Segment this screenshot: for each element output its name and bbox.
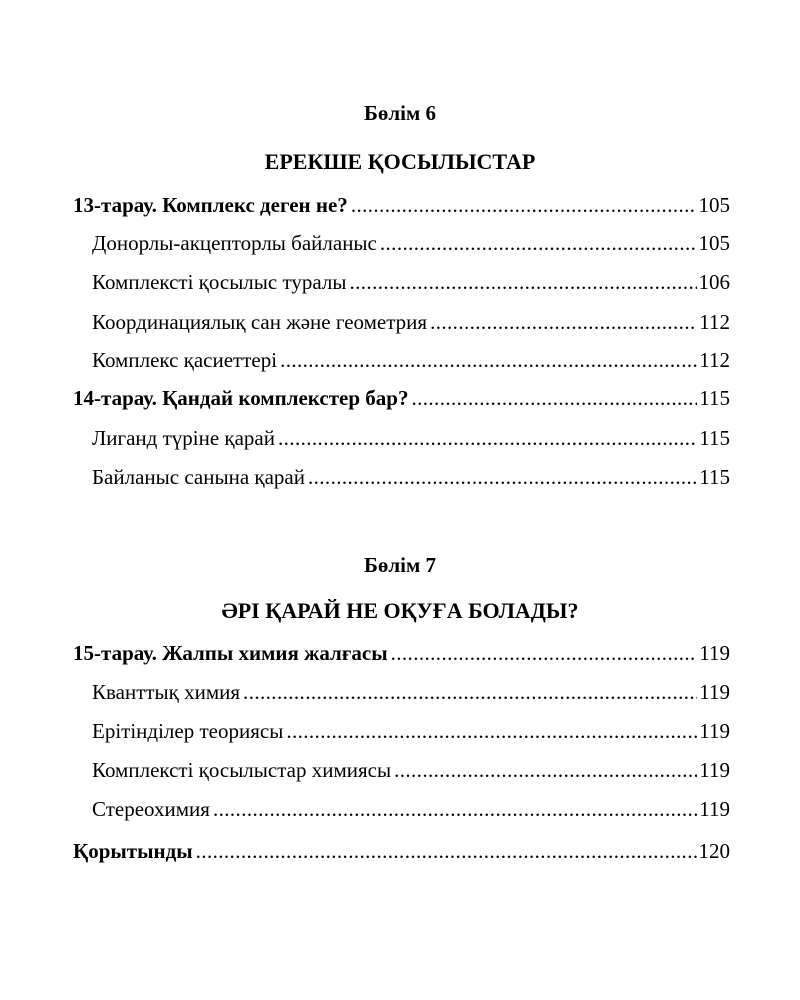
- toc-entry-title: Координациялық сан және геометрия: [92, 310, 428, 334]
- part-6-label: Бөлім 6: [363, 101, 437, 125]
- dot-leader: [213, 796, 697, 822]
- toc-entry-page: 119: [699, 719, 730, 743]
- toc-entry-chapter-14[interactable]: [73, 385, 730, 411]
- toc-entry-title: 15-тарау. Жалпы химия жалғасы: [73, 641, 388, 665]
- dot-leader: [391, 640, 698, 666]
- toc-entry-title: Комплекс қасиеттері: [92, 348, 278, 372]
- dot-leader: [380, 230, 697, 256]
- dot-leader: [280, 347, 697, 373]
- dot-leader: [243, 679, 697, 705]
- toc-entry-section[interactable]: [92, 796, 730, 822]
- toc-entry-chapter-13[interactable]: [73, 192, 730, 218]
- toc-entry-title: Комплексті қосылыстар химиясы: [92, 758, 392, 782]
- toc-entry-page: 105: [698, 193, 730, 217]
- toc-entry-title: Байланыс санына қарай: [92, 465, 305, 489]
- toc-entry-page: 106: [698, 270, 730, 294]
- toc-entry-section[interactable]: [92, 718, 730, 744]
- toc-entry-title: Қорытынды: [73, 839, 193, 863]
- toc-entry-section[interactable]: [92, 230, 730, 256]
- toc-entry-section[interactable]: [92, 347, 730, 373]
- part-6-title: ЕРЕКШЕ ҚОСЫЛЫСТАР: [264, 149, 536, 174]
- toc-entry-title: Донорлы-акцепторлы байланыс: [92, 231, 377, 255]
- dot-leader: [411, 385, 697, 411]
- toc-entry-page: 119: [699, 758, 730, 782]
- toc-entry-page: 105: [698, 231, 730, 255]
- toc-entry-title: Кванттық химия: [92, 680, 241, 704]
- toc-entry-page: 115: [699, 465, 730, 489]
- toc-entry-section[interactable]: [92, 464, 730, 490]
- toc-entry-title: Лиганд түріне қарай: [92, 426, 275, 450]
- toc-entry-page: 115: [699, 426, 730, 450]
- toc-entry-title: Стереохимия: [92, 797, 210, 821]
- toc-entry-chapter-15[interactable]: [73, 640, 730, 666]
- dot-leader: [278, 425, 697, 451]
- toc-entry-page: 119: [699, 680, 730, 704]
- part-7-title: ӘРІ ҚАРАЙ НЕ ОҚУҒА БОЛАДЫ?: [221, 598, 579, 623]
- toc-entry-title: 13-тарау. Комплекс деген не?: [73, 193, 348, 217]
- toc-entry-page: 119: [699, 797, 730, 821]
- toc-entry-section[interactable]: [92, 269, 730, 295]
- dot-leader: [286, 718, 697, 744]
- toc-entry-title: Ерітінділер теориясы: [92, 719, 284, 743]
- toc-entry-section[interactable]: [92, 679, 730, 705]
- toc-entry-section[interactable]: [92, 309, 730, 335]
- dot-leader: [196, 838, 697, 864]
- toc-entry-page: 119: [699, 641, 730, 665]
- dot-leader: [394, 757, 697, 783]
- toc-entry-section[interactable]: [92, 425, 730, 451]
- dot-leader: [308, 464, 697, 490]
- toc-entry-conclusion[interactable]: [73, 838, 730, 864]
- toc-entry-page: 120: [698, 839, 730, 863]
- toc-entry-title: 14-тарау. Қандай комплекстер бар?: [73, 386, 409, 410]
- toc-entry-page: 112: [699, 310, 730, 334]
- toc-entry-title: Комплексті қосылыс туралы: [92, 270, 347, 294]
- toc-entry-page: 112: [699, 348, 730, 372]
- part-7-label: Бөлім 7: [363, 553, 437, 577]
- dot-leader: [351, 192, 697, 218]
- dot-leader: [430, 309, 697, 335]
- toc-entry-page: 115: [699, 386, 730, 410]
- toc-entry-section[interactable]: [92, 757, 730, 783]
- dot-leader: [349, 269, 696, 295]
